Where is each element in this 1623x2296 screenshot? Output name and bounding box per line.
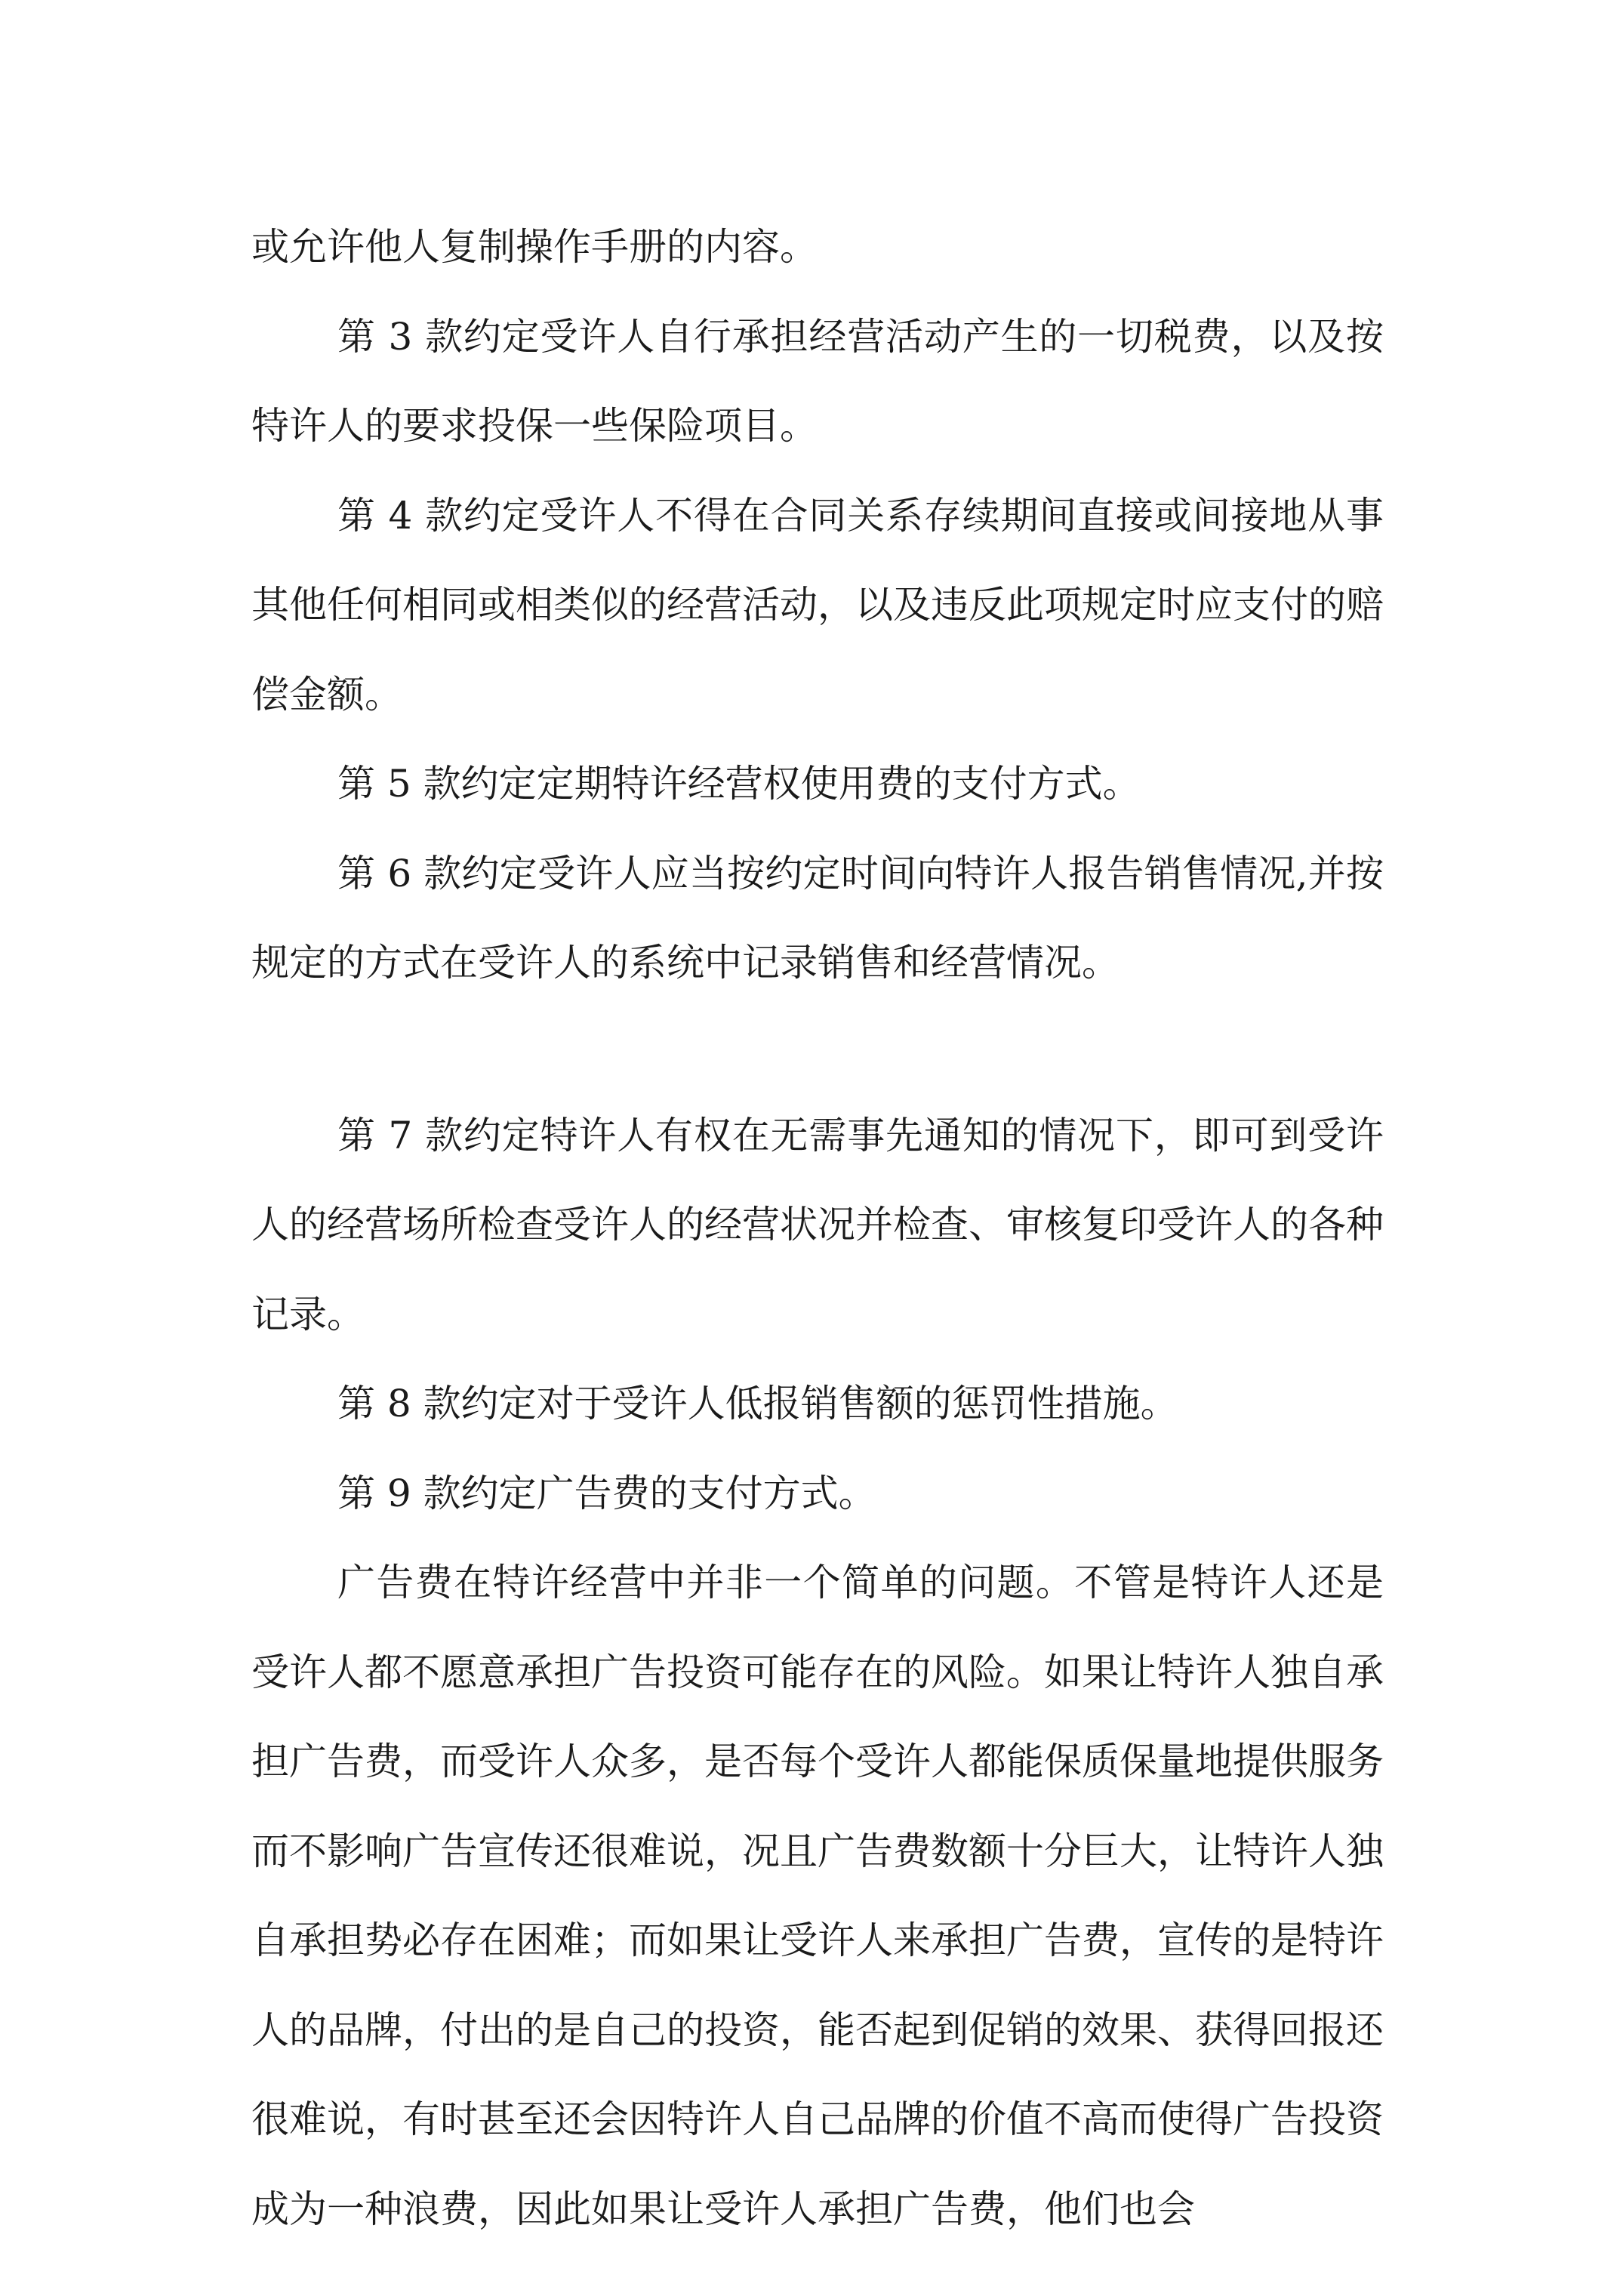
paragraph-continuation: 或允许他人复制操作手册的内容。 [251, 225, 818, 269]
paragraph-clause-4: 第 4 款约定受许人不得在合同关系存续期间直接或间接地从事其他任何相同或相类似的经营活动，以及违反此项规定时应支付的赔偿金额。 [251, 493, 1384, 717]
paragraph-clause-5: 第 5 款约定定期特许经营权使用费的支付方式。 [337, 762, 1141, 806]
document-body [251, 202, 1384, 2254]
paragraph-clause-7: 第 7 款约定特许人有权在无需事先通知的情况下，即可到受许人的经营场所检查受许人的经营状况并检查、审核复印受许人的各种记录。 [251, 1113, 1384, 1336]
paragraph-clause-6: 第 6 款约定受许人应当按约定时间向特许人报告销售情况,并按规定的方式在受许人的系统中记录销售和经营情况。 [251, 851, 1384, 985]
paragraph-clause-9: 第 9 款约定广告费的支付方式。 [337, 1471, 876, 1515]
paragraph-clause-3: 第 3 款约定受许人自行承担经营活动产生的一切税费，以及按特许人的要求投保一些保险项目。 [251, 314, 1384, 448]
paragraph-advertising-fee: 广告费在特许经营中并非一个简单的问题。不管是特许人还是受许人都不愿意承担广告投资可能存在的风险。如果让特许人独自承担广告费，而受许人众多，是否每个受许人都能保质保量地提供服务而不影响广告宣传还很难说，况且广告费数额十分巨大，让特许人独自承担势必存在困难；而如果让受许人来承担广告费，宣传的是特许人的品牌，付出的是自己的投资，能否起到促销的效果、获得回报还很难说，有时甚至还会因特许人自己品牌的价值不高而使得广告投资成为一种浪费，因此如果让受许人承担广告费，他们也会 [251, 1561, 1384, 2231]
paragraph-clause-8: 第 8 款约定对于受许人低报销售额的惩罚性措施。 [337, 1382, 1178, 1425]
